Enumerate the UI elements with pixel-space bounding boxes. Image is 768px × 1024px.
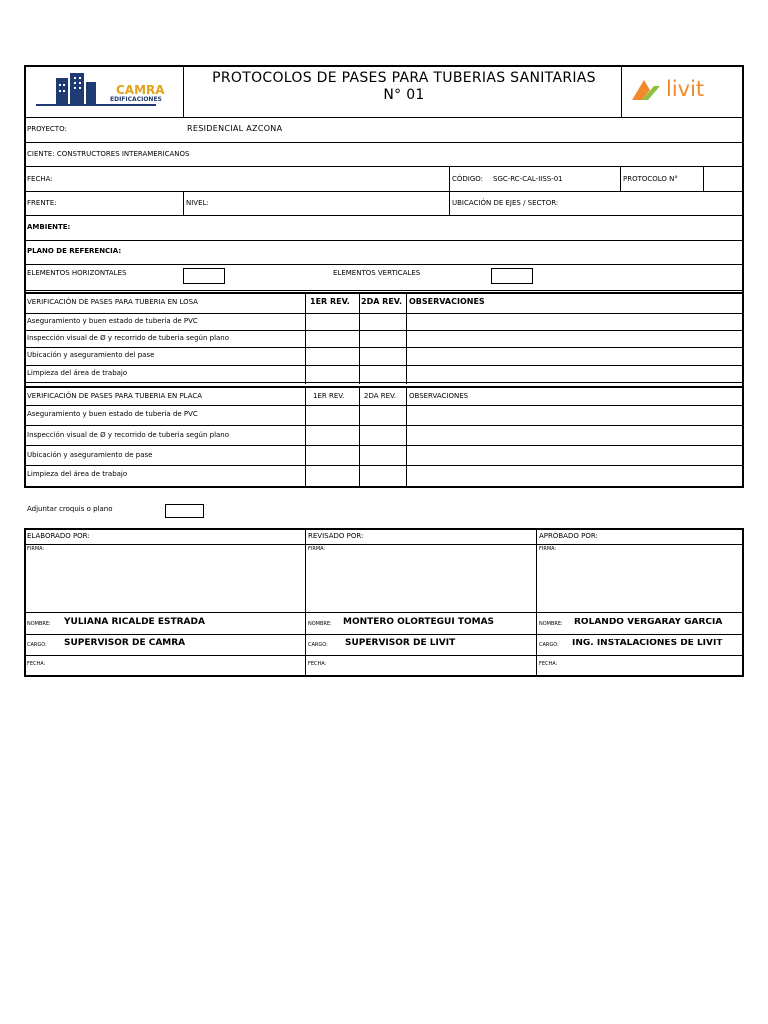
ejes-label: UBICACIÓN DE EJES / SECTOR: <box>452 199 559 207</box>
revisado-header: REVISADO POR: <box>308 532 364 540</box>
placa-col-2da-rev: 2DA REV. <box>364 392 397 400</box>
protocolo-label: PROTOCOLO N° <box>623 175 678 183</box>
page-title <box>186 70 622 104</box>
revisado-nombre: MONTERO OLORTEGUI TOMAS <box>343 617 495 627</box>
elaborado-nombre-label: NOMBRE: <box>27 621 51 627</box>
losa-row: Aseguramiento y buen estado de tuberia de PVC <box>27 317 198 325</box>
placa-row: Aseguramiento y buen estado de tuberia de PVC <box>27 410 198 418</box>
nivel-label: NIVEL: <box>186 199 209 207</box>
aprobado-nombre: ROLANDO VERGARAY GARCIA <box>574 618 723 627</box>
aprobado-cargo-label: CARGO: <box>539 642 559 648</box>
verticales-label: ELEMENTOS VERTICALES <box>333 269 421 277</box>
elaborado-fecha-label: FECHA: <box>27 661 46 667</box>
horizontales-label: ELEMENTOS HORIZONTALES <box>27 269 127 277</box>
losa-row: Inspección visual de Ø y recorrido de tuberia según plano <box>27 334 230 342</box>
revisado-firma-label: FIRMA: <box>308 546 326 552</box>
camra-logo-name: CAMRA <box>116 83 165 97</box>
frente-label: FRENTE: <box>27 199 57 207</box>
plano-label: PLANO DE REFERENCIA: <box>27 247 122 255</box>
camra-logo-sub: EDIFICACIONES <box>110 96 162 103</box>
elaborado-nombre: YULIANA RICALDE ESTRADA <box>64 617 205 627</box>
losa-header: VERIFICACIÓN DE PASES PARA TUBERIA EN LOSA <box>27 298 198 306</box>
title-line-2: N° 01 <box>383 87 425 103</box>
losa-row: Ubicación y aseguramiento del pase <box>27 351 155 359</box>
placa-row: Inspección visual de Ø y recorrido de tuberia según plano <box>27 431 230 439</box>
revisado-nombre-label: NOMBRE: <box>308 621 332 627</box>
proyecto-value: RESIDENCIAL AZCONA <box>187 124 283 133</box>
adjuntar-label: Adjuntar croquis o plano <box>27 505 113 513</box>
placa-col-1er-rev: 1ER REV. <box>313 392 345 400</box>
revisado-fecha-label: FECHA: <box>308 661 327 667</box>
title-line-1: PROTOCOLOS DE PASES PARA TUBERIAS SANITARIAS <box>212 70 596 86</box>
losa-col-1er-rev: 1ER REV. <box>310 297 350 306</box>
revisado-cargo: SUPERVISOR DE LIVIT <box>345 638 456 648</box>
fecha-label: FECHA: <box>27 175 53 183</box>
elaborado-cargo: SUPERVISOR DE CAMRA <box>64 638 186 648</box>
cliente-text: CIENTE: CONSTRUCTORES INTERAMERICANOS <box>27 150 190 158</box>
revisado-cargo-label: CARGO: <box>308 642 328 648</box>
placa-row: Limpieza del área de trabajo <box>27 470 128 478</box>
aprobado-nombre-label: NOMBRE: <box>539 621 563 627</box>
aprobado-cargo: ING. INSTALACIONES DE LIVIT <box>572 639 723 648</box>
losa-col-observaciones: OBSERVACIONES <box>409 297 485 306</box>
losa-col-2da-rev: 2DA REV. <box>361 297 403 306</box>
elaborado-firma-label: FIRMA: <box>27 546 45 552</box>
elaborado-cargo-label: CARGO: <box>27 642 47 648</box>
aprobado-firma-label: FIRMA: <box>539 546 557 552</box>
aprobado-header: APROBADO POR: <box>539 532 598 540</box>
codigo-label: CÓDIGO: <box>452 175 484 183</box>
proyecto-label: PROYECTO: <box>27 125 67 133</box>
placa-header: VERIFICACIÓN DE PASES PARA TUBERIA EN PLACA <box>27 392 203 400</box>
ambiente-label: AMBIENTE: <box>27 223 71 231</box>
verticales-checkbox[interactable] <box>491 268 533 284</box>
elaborado-header: ELABORADO POR: <box>27 532 90 540</box>
camra-logo <box>28 70 178 110</box>
losa-row: Limpieza del área de trabajo <box>27 369 128 377</box>
placa-col-observaciones: OBSERVACIONES <box>409 392 469 400</box>
livit-logo <box>630 76 730 104</box>
aprobado-fecha-label: FECHA: <box>539 661 558 667</box>
placa-row: Ubicación y aseguramiento de pase <box>27 451 153 459</box>
horizontales-checkbox[interactable] <box>183 268 225 284</box>
codigo-value: SGC-RC-CAL-IISS-01 <box>493 175 563 183</box>
livit-logo-name: livit <box>666 77 705 101</box>
adjuntar-checkbox[interactable] <box>165 504 204 518</box>
